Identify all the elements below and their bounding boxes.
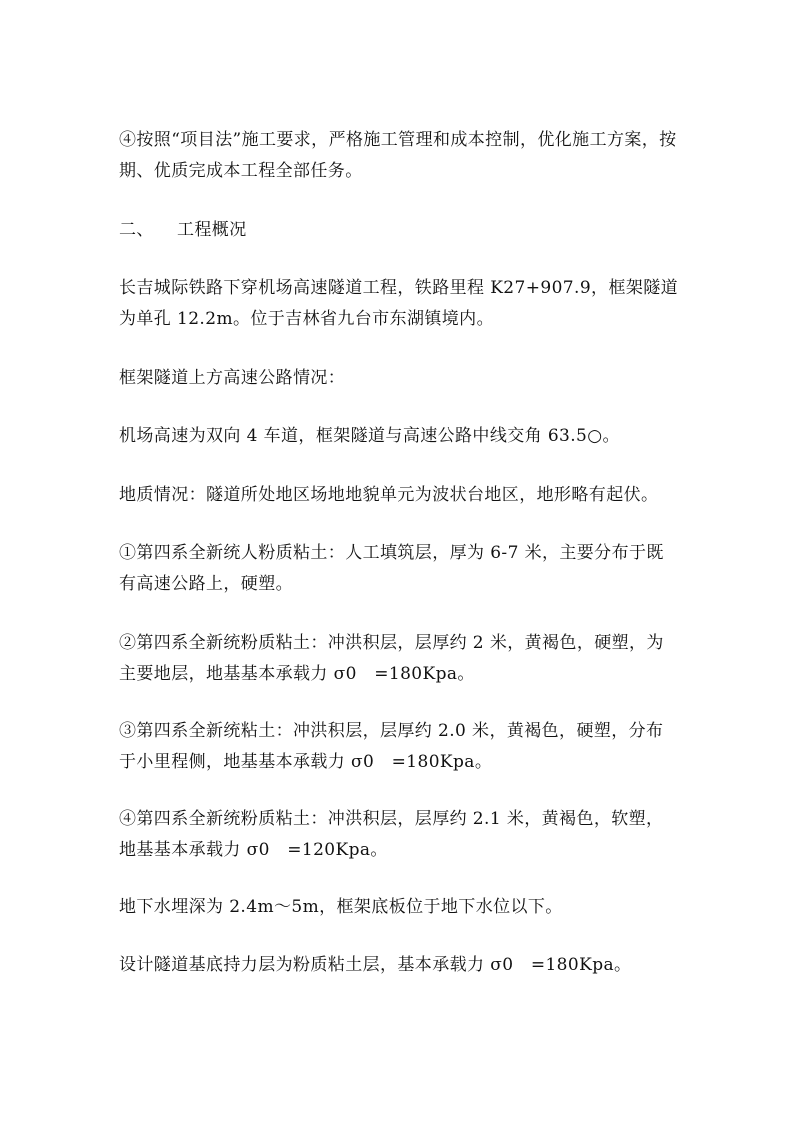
paragraph-layer-4: ④第四系全新统粉质粘土：冲洪积层，层厚约 2.1 米，黄褐色，软塑，地基基本承载力 σ0 =120Kpa。	[119, 809, 664, 860]
paragraph-layer-3: ③第四系全新统粘土：冲洪积层，层厚约 2.0 米，黄褐色，硬塑，分布于小里程侧，地基基本承载力 σ0 =180Kpa。	[119, 721, 664, 772]
paragraph-groundwater: 地下水埋深为 2.4m～5m，框架底板位于地下水位以下。	[119, 897, 563, 917]
section-heading	[119, 215, 679, 246]
paragraph-project-overview: 长吉城际铁路下穿机场高速隧道工程，铁路里程 K27+907.9，框架隧道为单孔 12.2m。位于吉林省九台市东湖镇境内。	[119, 278, 679, 329]
paragraph-layer-2: ②第四系全新统粉质粘土：冲洪积层，层厚约 2 米，黄褐色，硬塑，为主要地层，地基基本承载力 σ0 =180Kpa。	[119, 633, 664, 684]
paragraph-bearing-layer: 设计隧道基底持力层为粉质粘土层，基本承载力 σ0 =180Kpa。	[119, 955, 632, 975]
paragraph-layer-1: ①第四系全新统人粉质粘土：人工填筑层，厚为 6-7 米，主要分布于既有高速公路上，硬塑。	[119, 543, 664, 594]
paragraph-highway-info: 机场高速为双向 4 车道，框架隧道与高速公路中线交角 63.5○。	[119, 426, 620, 446]
section-title: 工程概况	[177, 220, 247, 240]
paragraph-geology: 地质情况：隧道所处地区场地地貌单元为波状台地区，地形略有起伏。	[119, 485, 659, 505]
paragraph-highway-heading: 框架隧道上方高速公路情况：	[119, 368, 346, 388]
section-number: 二、	[119, 220, 154, 240]
paragraph-project-method: ④按照“项目法”施工要求，严格施工管理和成本控制，优化施工方案，按期、优质完成本工程全部任务。	[119, 130, 677, 181]
